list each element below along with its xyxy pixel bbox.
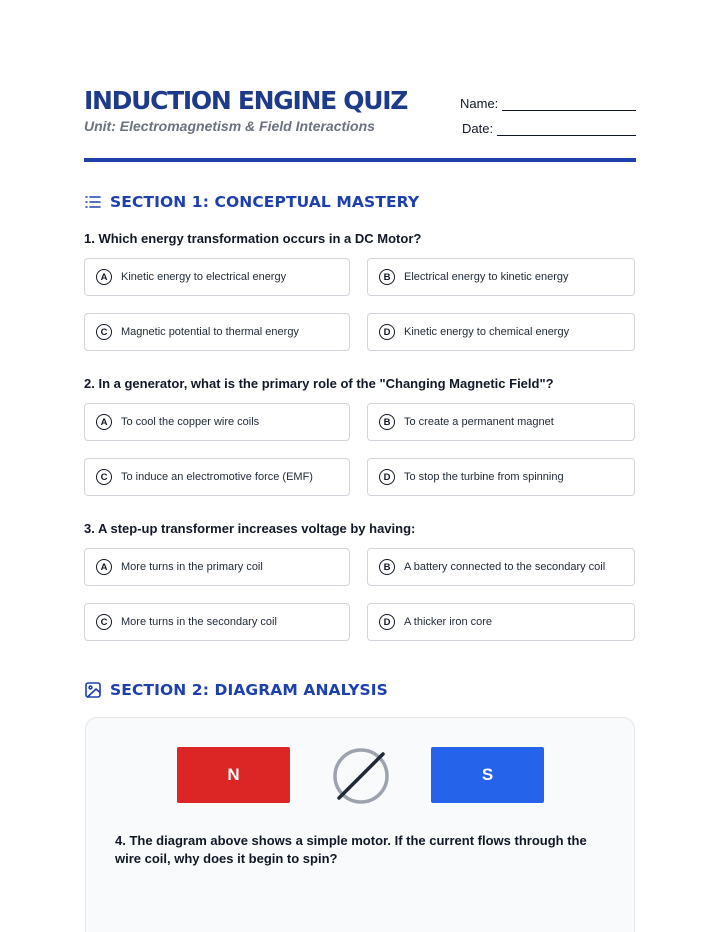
question-2: 2. In a generator, what is the primary role of the "Changing Magnetic Field"?	[84, 376, 554, 391]
option-text: Kinetic energy to chemical energy	[404, 326, 570, 338]
option-letter-badge: A	[96, 269, 112, 285]
option-text: Electrical energy to kinetic energy	[404, 271, 569, 283]
option-text: More turns in the primary coil	[121, 561, 263, 573]
date-field[interactable]	[460, 111, 636, 136]
diagram-card	[85, 717, 635, 932]
name-line[interactable]	[502, 96, 636, 111]
option-text: To stop the turbine from spinning	[404, 471, 564, 483]
date-label: Date:	[462, 121, 494, 136]
option-text: To create a permanent magnet	[404, 416, 554, 428]
wire-coil-diagram	[330, 745, 392, 807]
option-letter-badge: A	[96, 414, 112, 430]
option-text: More turns in the secondary coil	[121, 616, 277, 628]
option-letter-badge: D	[379, 469, 395, 485]
q3-option-c[interactable]	[84, 603, 350, 641]
student-info	[460, 86, 636, 136]
option-letter-badge: C	[96, 469, 112, 485]
section-1-heading	[84, 190, 419, 214]
question-3: 3. A step-up transformer increases voltage by having:	[84, 521, 416, 536]
section-2-title: SECTION 2: DIAGRAM ANALYSIS	[110, 681, 388, 699]
option-text: To induce an electromotive force (EMF)	[121, 471, 313, 483]
question-4: 4. The diagram above shows a simple motor. If the current flows through the wire coil, why does it begin to spin?	[115, 833, 587, 866]
page-subtitle: Unit: Electromagnetism & Field Interactions	[84, 118, 375, 134]
option-letter-badge: B	[379, 559, 395, 575]
q3-option-a[interactable]	[84, 548, 350, 586]
q3-option-b[interactable]	[367, 548, 635, 586]
q1-option-d[interactable]	[367, 313, 635, 351]
question-1: 1. Which energy transformation occurs in a DC Motor?	[84, 231, 422, 246]
option-text: A thicker iron core	[404, 616, 493, 628]
q1-option-c[interactable]	[84, 313, 350, 351]
option-text: Magnetic potential to thermal energy	[121, 326, 299, 338]
q2-option-c[interactable]	[84, 458, 350, 496]
section-1-title: SECTION 1: CONCEPTUAL MASTERY	[110, 193, 420, 211]
list-icon	[84, 193, 102, 211]
south-pole-magnet: S	[431, 747, 544, 803]
name-field[interactable]	[460, 86, 636, 111]
option-text: To cool the copper wire coils	[121, 416, 260, 428]
image-icon	[84, 681, 102, 699]
option-text: A battery connected to the secondary coil	[404, 561, 606, 573]
q1-option-a[interactable]	[84, 258, 350, 296]
q2-option-d[interactable]	[367, 458, 635, 496]
option-letter-badge: D	[379, 324, 395, 340]
section-2-heading	[84, 678, 388, 702]
option-letter-badge: B	[379, 414, 395, 430]
option-letter-badge: B	[379, 269, 395, 285]
q2-option-b[interactable]	[367, 403, 635, 441]
date-line[interactable]	[497, 121, 636, 136]
q3-option-d[interactable]	[367, 603, 635, 641]
q2-option-a[interactable]	[84, 403, 350, 441]
north-pole-magnet: N	[177, 747, 290, 803]
page-title: INDUCTION ENGINE QUIZ	[84, 86, 408, 115]
option-letter-badge: C	[96, 614, 112, 630]
quiz-header	[84, 84, 636, 162]
q1-option-b[interactable]	[367, 258, 635, 296]
option-letter-badge: C	[96, 324, 112, 340]
option-letter-badge: D	[379, 614, 395, 630]
header-divider	[84, 158, 636, 162]
option-letter-badge: A	[96, 559, 112, 575]
option-text: Kinetic energy to electrical energy	[121, 271, 287, 283]
name-label: Name:	[460, 96, 499, 111]
